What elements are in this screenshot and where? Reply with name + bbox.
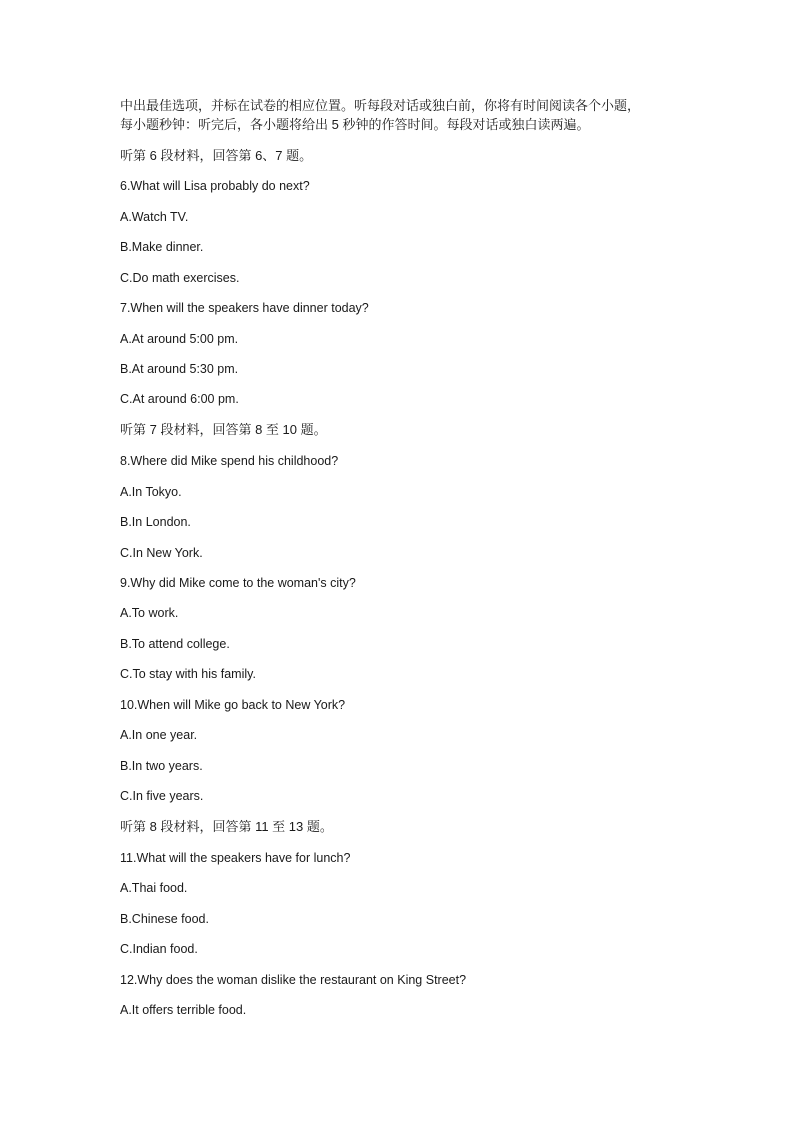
- question-11-option-a: A.Thai food.: [120, 881, 188, 895]
- question-9-option-c: C.To stay with his family.: [120, 667, 256, 681]
- question-10-option-a: A.In one year.: [120, 728, 198, 742]
- question-8: 8.Where did Mike spend his childhood?: [120, 454, 339, 468]
- section-heading-8: 听第 8 段材料，回答第 11 至 13 题。: [120, 819, 333, 834]
- question-9: 9.Why did Mike come to the woman's city?: [120, 576, 356, 590]
- section-heading-6: 听第 6 段材料，回答第 6、7 题。: [120, 148, 313, 163]
- question-8-option-a: A.In Tokyo.: [120, 485, 182, 499]
- question-12: 12.Why does the woman dislike the restaurant on King Street?: [120, 973, 467, 987]
- question-11: 11.What will the speakers have for lunch?: [120, 851, 351, 865]
- question-7-option-a: A.At around 5:00 pm.: [120, 332, 239, 346]
- question-7-option-b: B.At around 5:30 pm.: [120, 362, 239, 376]
- question-11-option-c: C.Indian food.: [120, 942, 198, 956]
- question-6-option-a: A.Watch TV.: [120, 210, 189, 224]
- question-11-option-b: B.Chinese food.: [120, 912, 209, 926]
- section-heading-7: 听第 7 段材料，回答第 8 至 10 题。: [120, 422, 327, 437]
- question-10-option-b: B.In two years.: [120, 759, 203, 773]
- question-7: 7.When will the speakers have dinner today?: [120, 301, 369, 315]
- question-6-option-b: B.Make dinner.: [120, 240, 204, 254]
- question-8-option-b: B.In London.: [120, 515, 191, 529]
- question-9-option-a: A.To work.: [120, 606, 179, 620]
- instructions-paragraph: [120, 96, 700, 134]
- question-8-option-c: C.In New York.: [120, 546, 203, 560]
- instructions-line-2: 每小题秒钟：听完后，各小题将给出 5 秒钟的作答时间。每段对话或独白读两遍。: [120, 117, 590, 132]
- question-12-option-a: A.It offers terrible food.: [120, 1003, 247, 1017]
- question-6-option-c: C.Do math exercises.: [120, 271, 240, 285]
- question-7-option-c: C.At around 6:00 pm.: [120, 392, 239, 406]
- question-10: 10.When will Mike go back to New York?: [120, 698, 346, 712]
- instructions-line-1: 中出最佳选项，并标在试卷的相应位置。听每段对话或独白前，你将有时间阅读各个小题，: [120, 98, 641, 113]
- question-10-option-c: C.In five years.: [120, 789, 204, 803]
- question-9-option-b: B.To attend college.: [120, 637, 230, 651]
- question-6: 6.What will Lisa probably do next?: [120, 179, 310, 193]
